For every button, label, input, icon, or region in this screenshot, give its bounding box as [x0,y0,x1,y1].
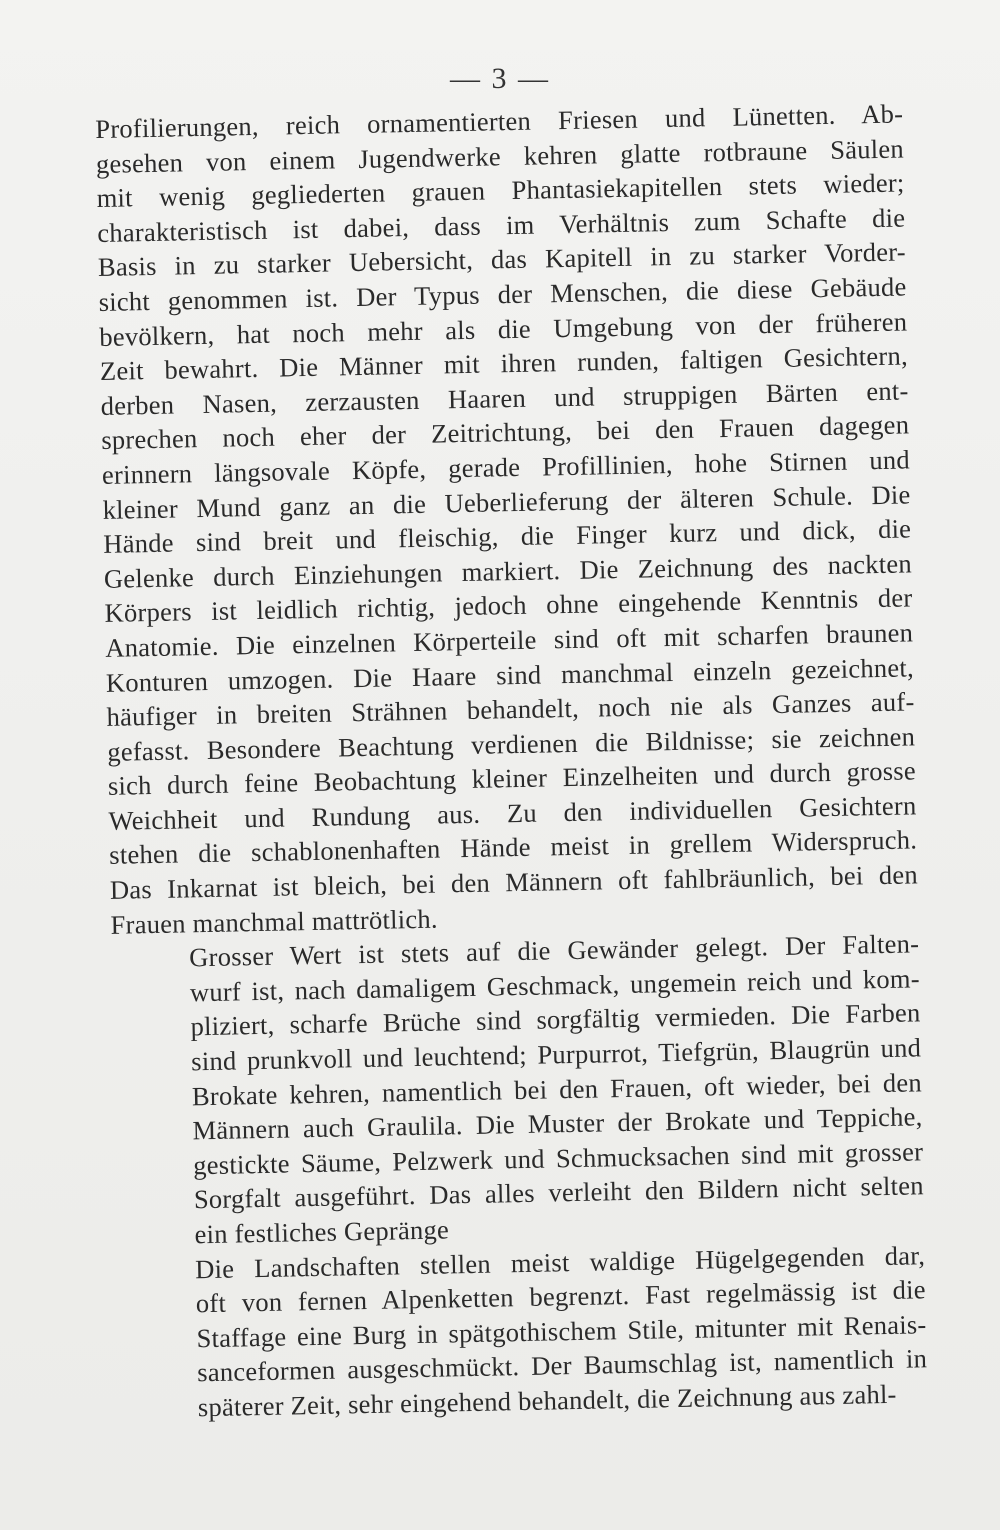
text-line: Sorgfalt ausgeführt. Das alles verleiht den Bildern nicht selten [193,1170,925,1215]
text-line: Das Inkarnat ist bleich, bei den Männern oft fahlbräunlich, bei den [109,859,919,905]
paragraph-1 [95,96,919,942]
text-line: Männern auch Graulila. Die Muster der Brokate und Teppiche, [192,1101,923,1146]
text-line: Die Landschaften stellen meist waldige Hügelgegenden dar, [194,1239,926,1284]
paragraph-3 [117,1238,928,1426]
text-line: Anatomie. Die einzelnen Körperteile sind oft mit scharfen braunen [105,617,914,663]
text-line: Gelenke durch Einziehungen markiert. Die Zeichnung des nackten [103,548,913,594]
text-line: derben Nasen, zerzausten Haaren und struppigen Bärten ent- [100,375,909,421]
text-line: Hände sind breit und fleischig, die Finger kurz und dick, die [103,513,912,560]
text-line: pliziert, scharfe Brüche sind sorgfältig vermieden. Die Farben [190,997,921,1042]
text-line: Konturen umzogen. Die Haare sind manchmal einzeln gezeichnet, [105,651,915,698]
text-line: erinnern längsovale Köpfe, gerade Profillinien, hohe Stirnen und [101,444,911,490]
text-line: Zeit bewahrt. Die Männer mit ihren runden, faltigen Gesichtern, [99,340,909,387]
text-line: späterer Zeit, sehr eingehend behandelt, die Zeichnung aus zahl- [197,1378,897,1423]
text-line: Körpers ist leidlich richtig, jedoch ohne eingehende Kenntnis der [104,582,913,629]
text-line: mit wenig gegliederten grauen Phantasiekapitellen stets wieder; [96,167,905,214]
text-line: Basis in zu starker Uebersicht, das Kapitell in zu starker Vorder- [97,236,907,283]
text-line: sich durch feine Beobachtung kleiner Einzelheiten und durch grosse [107,755,917,802]
text-line: sanceformen ausgeschmückt. Der Baumschlag ist, namentlich in [196,1343,928,1388]
text-line: oft von fernen Alpenketten begrenzt. Fast regelmässig ist die [195,1274,927,1319]
text-line: häufiger in breiten Strähnen behandelt, noch nie als Ganzes auf- [106,686,915,732]
text-line: Staffage eine Burg in spätgothischem Stile, mitunter mit Renais- [196,1309,927,1354]
text-line: charakteristisch ist dabei, dass im Verhältnis zum Schafte die [97,202,906,248]
text-line: Grosser Wert ist stets auf die Gewänder gelegt. Der Falten- [188,928,920,973]
text-line: ein festliches Gepränge [194,1214,450,1250]
text-line: stehen die schablonenhaften Hände meist in grellem Widerspruch. [108,824,918,871]
text-line: kleiner Mund ganz an die Ueberlieferung der älteren Schule. Die [102,478,911,525]
text-line: bevölkern, hat noch mehr als die Umgebung von der früheren [99,306,908,352]
text-line: sprechen noch eher der Zeitrichtung, bei den Frauen dagegen [101,409,910,456]
text-line: gefasst. Besondere Beachtung verdienen die Bildnisse; sie zeichnen [106,721,916,767]
text-line: gestickte Säume, Pelzwerk und Schmucksachen sind mit grosser [192,1136,924,1181]
body-text [95,96,928,1426]
paragraph-2 [111,927,925,1254]
text-line: wurf ist, nach damaligem Geschmack, ungemein reich und kom- [189,963,921,1008]
text-line: Profilierungen, reich ornamentierten Friesen und Lünetten. Ab- [95,98,904,144]
text-line: Brokate kehren, namentlich bei den Frauen, oft wieder, bei den [191,1066,923,1111]
text-line: sind prunkvoll und leuchtend; Purpurrot, Tiefgrün, Blaugrün und [190,1032,922,1077]
text-line: gesehen von einem Jugendwerke kehren glatte rotbraune Säulen [95,133,905,179]
text-line: Frauen manchmal mattrötlich. [110,903,438,940]
text-line: Weichheit und Rundung aus. Zu den individuellen Gesichtern [108,790,917,836]
text-line: sicht genommen ist. Der Typus der Menschen, die diese Gebäude [98,271,907,317]
page-number: — 3 — [450,62,550,95]
